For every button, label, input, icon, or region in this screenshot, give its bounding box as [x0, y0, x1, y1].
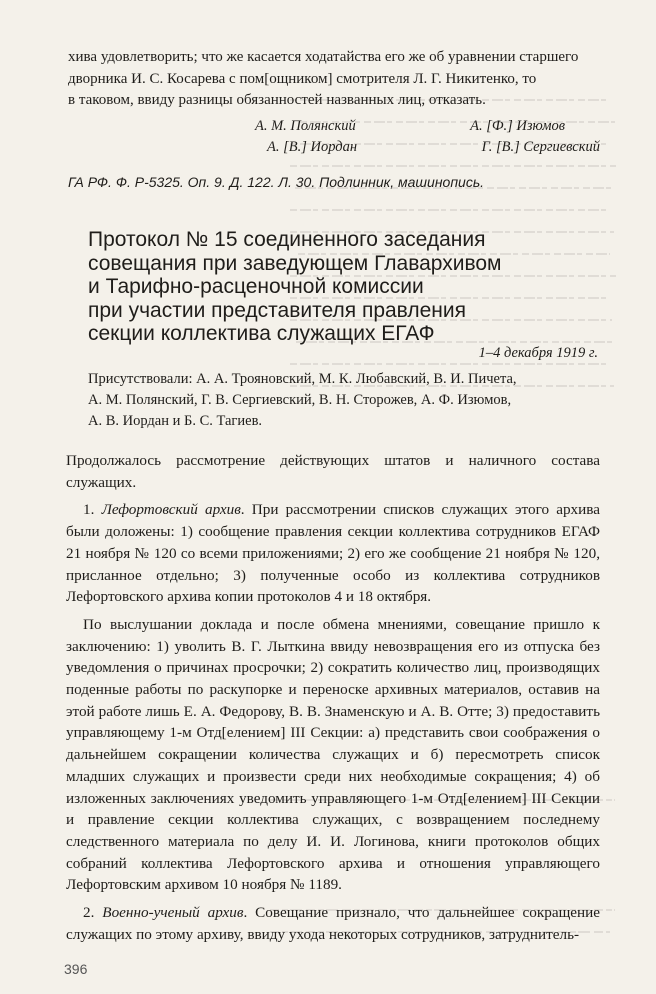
text-line: хива удовлетворить; что же касается ходатайства его же об уравнении старшего	[68, 49, 579, 65]
signature: А. [Ф.] Изюмов	[470, 118, 565, 134]
text-line: в таковом, ввиду разницы обязанностей названных лиц, отказать.	[68, 92, 486, 108]
paragraph-conclusion: По выслушании доклада и после обмена мнениями, совещание пришло к заключению: 1) уволить В. Г. Лыткина ввиду невозвращения его из отпуска без уведомления о причинах просрочки; 2) сократить количество лиц, производящих поденные работы по раскупорке и переноске архивных материалов, оставив на этой работе лишь Е. А. Федорову, В. В. Знаменскую и А. В. Отте; 3) предоставить управляющему 1-м Отд[елением] III Секции: а) представить свои соображения о дальнейшем сокращении количества служащих и б) пересмотреть список младших служащих и произвести среди них необходимые сокращения; 4) об изложенных заключениях уведомить управляющего 1-м Отд[елением] III Секции и правление секции коллектива служащих, с возвращением последнему следственного материала по делу И. И. Логинова, книги протоколов общих собраний коллектива Лефортовского архива и отношения управляющего Лефортовским архивом 10 ноября № 1189.	[66, 615, 600, 894]
attendees-line: А. М. Полянский, Г. В. Сергиевский, В. Н. Сторожев, А. Ф. Изюмов,	[88, 392, 512, 408]
title-line: и Тарифно-расценочной комиссии	[88, 275, 424, 298]
protocol-body	[66, 450, 600, 945]
attendees-line: А. В. Иордан и Б. С. Тагиев.	[88, 413, 263, 429]
title-line: при участии представителя правления	[88, 298, 466, 322]
item-text: . Совещание признало, что дальнейшее сокращение служащих по этому архиву, ввиду ухода некоторых сотрудников, затруднитель-	[66, 904, 600, 943]
paragraph-lefortovo	[66, 499, 600, 608]
signature: Г. [В.] Сергиевский	[481, 139, 600, 155]
paragraph-military-archive	[66, 902, 600, 945]
document-title	[88, 228, 568, 346]
item-number: 1.	[83, 501, 102, 519]
preceding-text	[68, 47, 600, 112]
text-line: дворника И. С. Косарева с пом[ощником] смотрителя Л. Г. Никитенко, то	[68, 70, 537, 87]
item-number: 2.	[83, 904, 103, 922]
intro-paragraph: Продолжалось рассмотрение действующих штатов и наличного состава служащих.	[66, 452, 600, 491]
attendees-line: Присутствовали: А. А. Трояновский, М. К. Любавский, В. И. Пичета,	[88, 371, 517, 387]
title-line: Протокол № 15 соединенного заседания	[88, 228, 486, 251]
title-line: секции коллектива служащих ЕГАФ	[88, 322, 435, 345]
archive-reference: ГА РФ. Ф. Р-5325. Оп. 9. Д. 122. Л. 30. Подлинник, машинопись.	[68, 174, 485, 190]
title-line: совещания при заведующем Главархивом	[88, 251, 502, 275]
item-text: . При рассмотрении списков служащих этого архива были доложены: 1) сообщение правления секции коллектива сотрудников ЕГАФ 21 ноября № 120 со всеми приложениями; 2) его же сообщение 21 ноября № 120, присланное отдельно; 3) полученные особо из коллектива сотрудников Лефортовского архива копии протоколов 4 и 18 октября.	[66, 501, 600, 606]
attendees	[88, 369, 598, 432]
signatures	[255, 116, 600, 158]
item-title: Лефортовский архив	[101, 501, 241, 519]
signature: А. М. Полянский	[255, 118, 356, 134]
document-date: 1–4 декабря 1919 г.	[478, 345, 598, 361]
page-number: 396	[64, 961, 88, 977]
item-title: Военно-ученый архив	[102, 904, 244, 922]
signature: А. [В.] Иордан	[267, 139, 358, 155]
